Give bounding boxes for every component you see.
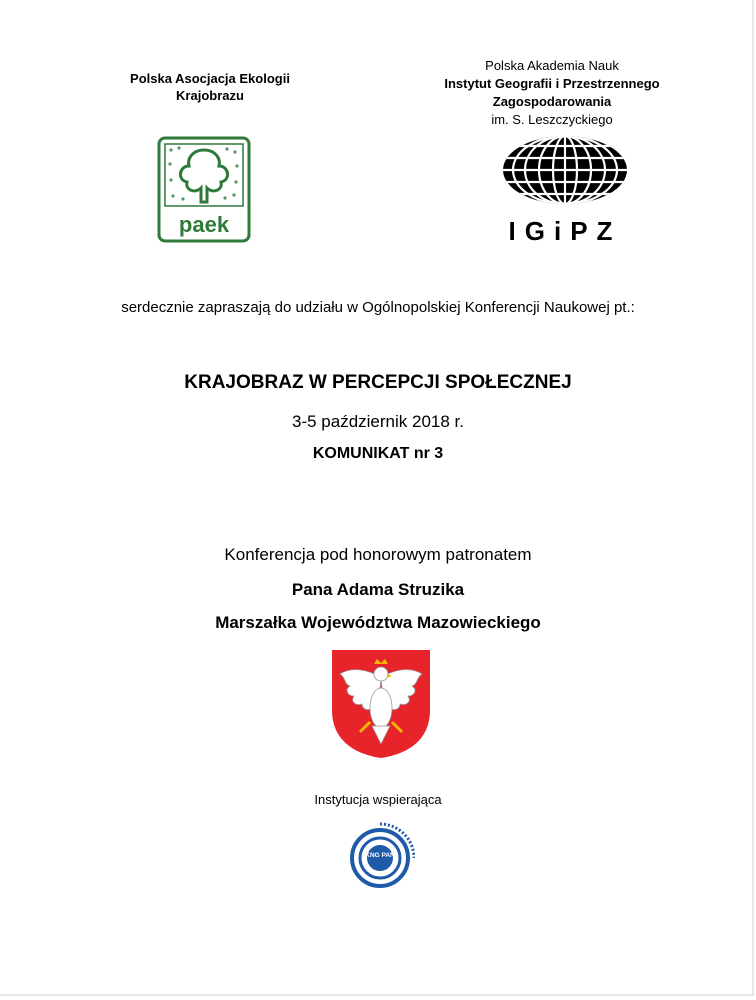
igipz-org-line2: Instytut Geografii i Przestrzennego [444,76,660,91]
igipz-org-line1: Polska Akademia Nauk [485,58,619,73]
igipz-logo-text: IGiPZ [508,216,622,246]
paek-logo-text: paek [178,212,230,237]
paek-org-name [95,70,325,104]
conference-title: KRAJOBRAZ W PERCEPCJI SPOŁECZNEJ [184,372,572,393]
paek-org-line2: Krajobrazu [176,88,244,103]
patron-name: Pana Adama Struzika [291,580,465,599]
mazowsze-coat-of-arms [330,648,432,760]
communique-number: KOMUNIKAT nr 3 [312,445,444,462]
igipz-globe-logo [498,132,632,246]
kng-pan-logo [345,820,415,890]
patronage-line: Konferencja pod honorowym patronatem [224,545,532,564]
igipz-org-name [418,57,686,129]
paek-logo [157,136,251,243]
invitation-text: serdecznie zapraszają do udziału w Ogólnopolskiej Konferencji Naukowej pt.: [121,299,635,316]
paek-org-line1: Polska Asocjacja Ekologii [130,71,290,86]
igipz-org-line4: im. S. Leszczyckiego [491,112,613,127]
support-label: Instytucja wspierająca [314,792,442,807]
conference-date: 3-5 październik 2018 r. [292,412,464,431]
kng-logo-text: KNG PAN [365,852,395,859]
igipz-org-line3: Zagospodarowania [492,94,612,109]
patron-role: Marszałka Województwa Mazowieckiego [215,613,541,632]
